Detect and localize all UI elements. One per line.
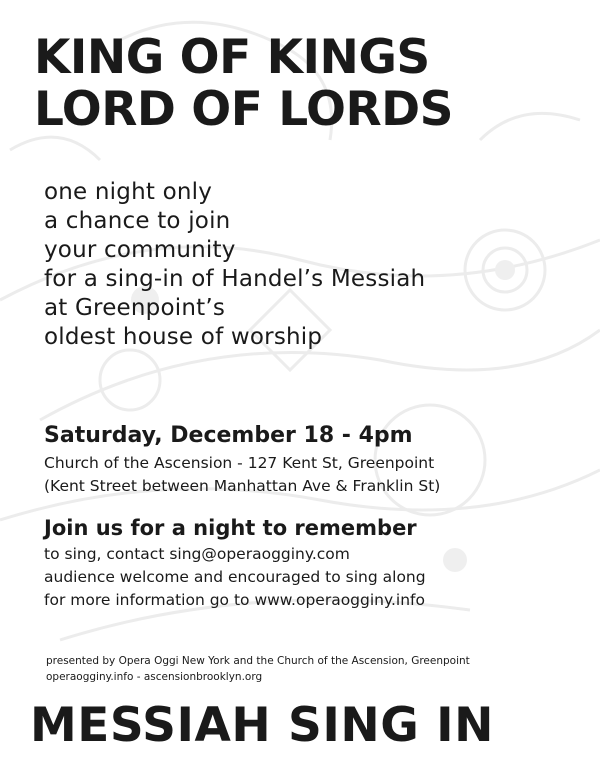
- info-line: for more information go to www.operaogginy.info: [44, 591, 425, 609]
- event-venue: [44, 452, 440, 498]
- intro-line: for a sing-in of Handel’s Messiah: [44, 266, 426, 292]
- invitation-details: [44, 543, 426, 612]
- intro-line: one night only: [44, 179, 213, 205]
- presented-by: presented by Opera Oggi New York and the Church of the Ascension, Greenpoint: [46, 655, 470, 667]
- venue-address: Church of the Ascension - 127 Kent St, Greenpoint: [44, 454, 435, 472]
- intro-line: a chance to join: [44, 208, 231, 234]
- intro-text: [44, 178, 425, 352]
- credit-links: operaogginy.info - ascensionbrooklyn.org: [46, 671, 263, 683]
- audience-line: audience welcome and encouraged to sing along: [44, 568, 426, 586]
- headline-line-2: LORD OF LORDS: [34, 82, 454, 137]
- event-date: Saturday, December 18 - 4pm: [44, 423, 413, 448]
- headline-line-1: KING OF KINGS: [34, 30, 430, 85]
- invitation-heading: Join us for a night to remember: [44, 516, 417, 540]
- footer-title: MESSIAH SING IN: [30, 698, 494, 753]
- intro-line: at Greenpoint’s: [44, 295, 226, 321]
- venue-directions: (Kent Street between Manhattan Ave & Franklin St): [44, 477, 441, 495]
- contact-line: to sing, contact sing@operaogginy.com: [44, 545, 350, 563]
- intro-line: your community: [44, 237, 236, 263]
- credits: [46, 653, 470, 685]
- intro-line: oldest house of worship: [44, 324, 323, 350]
